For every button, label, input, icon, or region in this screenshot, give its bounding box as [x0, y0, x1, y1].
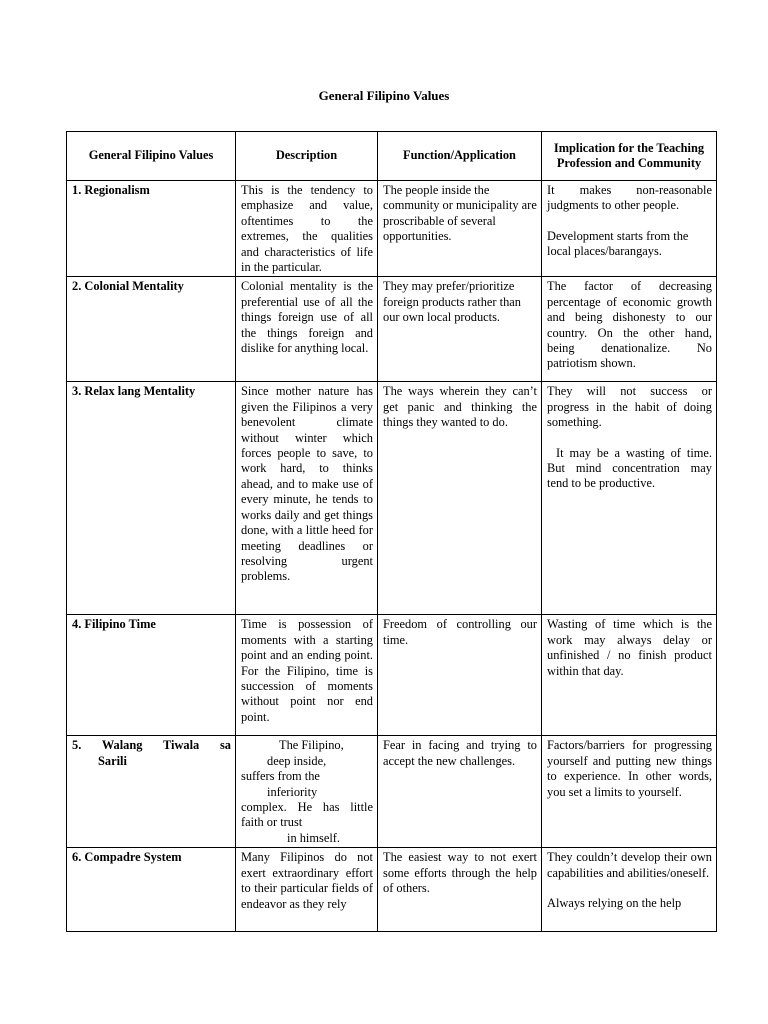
function-cell — [378, 736, 542, 848]
header-general-values: General Filipino Values — [67, 132, 236, 181]
description-cell — [236, 736, 378, 848]
implication-paragraph: They couldn’t develop their own capabilities and abilities/oneself. — [547, 850, 716, 880]
description-cell — [236, 615, 378, 736]
header-implication: Implication for the Teaching Profession and Community — [542, 132, 717, 181]
function-cell — [378, 382, 542, 615]
value-name-line: Sarili — [98, 753, 127, 768]
table-row — [67, 181, 717, 277]
function-text: The people inside the community or municipality are proscribable of several opportunities. — [383, 183, 540, 244]
description-text: Since mother nature has given the Filipinos a very benevolent climate without winter which forces people to save, to work hard, to thinks ahead, and to make use of every minute, he tends to works daily and get things done, with a little heed for meeting deadlines or resolving urgent problems. — [241, 384, 377, 584]
implication-paragraph: Factors/barriers for progressing yourself and putting new things to experience. In other words, you set a limits to yourself. — [547, 738, 716, 799]
implication-paragraph: It may be a wasting of time. But mind concentration may tend to be productive. — [547, 445, 716, 491]
value-name-cell: 1. Regionalism — [67, 181, 236, 277]
value-name-cell — [67, 736, 236, 848]
function-text: The easiest way to not exert some efforts through the help of others. — [383, 850, 541, 896]
value-name-line: 5. Walang Tiwala sa — [72, 738, 231, 753]
function-text: Fear in facing and trying to accept the new challenges. — [383, 738, 541, 768]
description-cell — [236, 382, 378, 615]
function-text: The ways wherein they can’t get panic and thinking the things they wanted to do. — [383, 384, 541, 430]
table-row — [67, 615, 717, 736]
values-table — [66, 131, 717, 932]
implication-cell — [542, 848, 717, 932]
implication-paragraph: Development starts from the local places/barangays. — [547, 228, 692, 259]
description-line: complex. He has little faith or trust — [241, 800, 373, 830]
description-line: suffers from the — [241, 769, 320, 784]
implication-cell — [542, 181, 717, 277]
table-row — [67, 277, 717, 382]
implication-paragraph: The factor of decreasing percentage of economic growth and being dishonesty to our country. On the other hand, being denationalize. No patriotism shown. — [547, 279, 716, 371]
description-text: This is the tendency to emphasize and value, oftentimes to the extremes, the qualities and characteristics of life in the particular. — [241, 183, 377, 275]
description-cell — [236, 848, 378, 932]
document-title: General Filipino Values — [318, 88, 450, 103]
description-line: deep inside, — [267, 753, 327, 768]
implication-paragraph: Wasting of time which is the work may always delay or unfinished / no finish product within that day. — [547, 617, 716, 678]
function-text: They may prefer/prioritize foreign products rather than our own local products. — [383, 279, 525, 325]
table-row — [67, 848, 717, 932]
header-function-application: Function/Application — [378, 132, 542, 181]
implication-paragraph: They will not success or progress in the habit of doing something. — [547, 384, 716, 430]
description-text: Time is possession of moments with a starting point and an ending point. For the Filipino, time is succession of moments without point nor end point. — [241, 617, 377, 724]
description-cell — [236, 277, 378, 382]
implication-cell — [542, 277, 717, 382]
implication-cell — [542, 382, 717, 615]
value-name-cell: 2. Colonial Mentality — [67, 277, 236, 382]
implication-cell — [542, 615, 717, 736]
function-cell — [378, 181, 542, 277]
header-description: Description — [236, 132, 378, 181]
table-row — [67, 382, 717, 615]
function-cell — [378, 277, 542, 382]
description-text: Colonial mentality is the preferential use of all the things foreign use of all the things foreign and dislike for anything local. — [241, 279, 377, 356]
description-text: Many Filipinos do not exert extraordinary effort to their particular fields of endeavor as they rely — [241, 850, 377, 911]
table-row — [67, 736, 717, 848]
description-line: in himself. — [287, 830, 340, 845]
implication-cell — [542, 736, 717, 848]
implication-paragraph: It makes non-reasonable judgments to other people. — [547, 183, 716, 213]
implication-paragraph: Always relying on the help — [547, 896, 682, 911]
description-line: The Filipino, — [279, 738, 344, 753]
function-text: Freedom of controlling our time. — [383, 617, 541, 647]
value-name-cell: 4. Filipino Time — [67, 615, 236, 736]
description-line: inferiority — [267, 784, 318, 799]
function-cell — [378, 848, 542, 932]
function-cell — [378, 615, 542, 736]
value-name-cell: 6. Compadre System — [67, 848, 236, 932]
description-cell — [236, 181, 378, 277]
table-header-row — [67, 132, 717, 181]
value-name-cell: 3. Relax lang Mentality — [67, 382, 236, 615]
